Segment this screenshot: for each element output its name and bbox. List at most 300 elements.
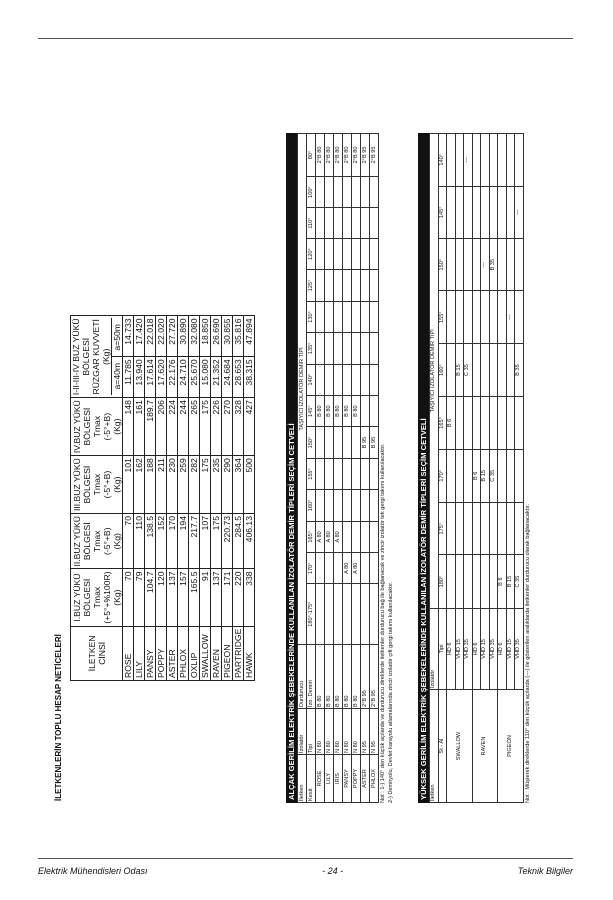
conductor-name: HAWK bbox=[244, 626, 255, 680]
lv-table bbox=[297, 133, 379, 803]
hv-type: VHD 15 bbox=[506, 608, 515, 689]
lv-empty bbox=[316, 176, 325, 207]
table-row bbox=[145, 316, 156, 681]
hv-empty bbox=[498, 449, 507, 502]
lv-empty bbox=[316, 553, 325, 584]
hv-empty bbox=[447, 343, 456, 396]
hv-empty bbox=[464, 397, 473, 449]
lv-empty bbox=[334, 270, 343, 301]
lv-empty bbox=[316, 427, 325, 458]
table-row bbox=[244, 316, 255, 681]
hv-empty bbox=[464, 239, 473, 291]
value-cell: 17.614 bbox=[145, 357, 156, 398]
lv-empty bbox=[370, 364, 379, 395]
lv-a80: A 80 bbox=[325, 521, 334, 552]
lv-a80: A 80 bbox=[334, 521, 343, 552]
value-cell: 120 bbox=[156, 569, 167, 626]
lv-empty bbox=[370, 490, 379, 521]
hv-section bbox=[418, 133, 532, 803]
table-row bbox=[316, 134, 325, 803]
hv-empty bbox=[481, 186, 490, 238]
hv-empty bbox=[489, 186, 498, 238]
lv-empty bbox=[334, 301, 343, 332]
hv-empty bbox=[481, 397, 490, 449]
lv-angle: 135° bbox=[307, 333, 316, 364]
lv-empty bbox=[343, 584, 352, 644]
value-cell: 290 bbox=[222, 456, 233, 514]
lv-fill: 2°B 80 bbox=[334, 134, 343, 177]
footer bbox=[38, 866, 573, 876]
table-row bbox=[361, 134, 370, 803]
lv-empty bbox=[361, 490, 370, 521]
hv-value: B 15 bbox=[506, 555, 515, 608]
hv-value: B 15 bbox=[481, 449, 490, 502]
lv-type: N 80 bbox=[334, 708, 343, 754]
lv-empty bbox=[334, 238, 343, 269]
lv-conductor: PHLOX bbox=[370, 754, 379, 802]
lv-h-type: Tipi bbox=[307, 708, 316, 754]
lv-empty bbox=[325, 458, 334, 489]
lv-empty bbox=[352, 458, 361, 489]
lv-angle: 120° bbox=[307, 238, 316, 269]
value-cell: 175 bbox=[200, 398, 211, 456]
lv-empty bbox=[325, 584, 334, 644]
value-cell: 152 bbox=[156, 514, 167, 569]
table-row bbox=[352, 134, 361, 803]
value-cell: 21.352 bbox=[211, 357, 222, 398]
lv-empty bbox=[316, 270, 325, 301]
lv-empty bbox=[352, 208, 361, 239]
hv-angle: 140° bbox=[438, 134, 447, 187]
lv-empty bbox=[361, 176, 370, 207]
hv-empty bbox=[515, 239, 524, 291]
hv-empty bbox=[455, 503, 464, 555]
value-cell: 30.855 bbox=[222, 316, 233, 357]
hv-empty bbox=[498, 134, 507, 187]
value-cell: 101 bbox=[123, 456, 134, 514]
lv-empty bbox=[334, 458, 343, 489]
hv-empty bbox=[464, 291, 473, 343]
lv-empty bbox=[325, 490, 334, 521]
lv-angle: 160° bbox=[307, 490, 316, 521]
conductor-name: POPPY bbox=[156, 626, 167, 680]
hv-empty bbox=[506, 239, 515, 291]
lv-stopper: 2°B 95 bbox=[361, 644, 370, 708]
lv-empty bbox=[325, 301, 334, 332]
hv-empty bbox=[481, 291, 490, 343]
value-cell: 230 bbox=[167, 456, 178, 514]
lv-empty bbox=[334, 584, 343, 644]
lv-empty bbox=[325, 238, 334, 269]
value-cell: 18.850 bbox=[200, 316, 211, 357]
hv-empty bbox=[455, 449, 464, 502]
value-cell: 38.315 bbox=[244, 357, 255, 398]
value-cell: 338 bbox=[244, 569, 255, 626]
value-cell: 284.5 bbox=[233, 514, 244, 569]
lv-stopper: B 80 bbox=[352, 644, 361, 708]
conductor-name: OXLIP bbox=[189, 626, 200, 680]
hv-table bbox=[429, 133, 524, 803]
lv-fill: 2°B 80 bbox=[352, 134, 361, 177]
hv-type: VHD 35 bbox=[489, 608, 498, 689]
lv-type: N 80 bbox=[325, 708, 334, 754]
value-cell: 220 bbox=[233, 569, 244, 626]
hv-type: HD 6 bbox=[472, 608, 481, 689]
lv-empty bbox=[370, 238, 379, 269]
conductor-name: LILY bbox=[134, 626, 145, 680]
value-cell: 26.690 bbox=[211, 316, 222, 357]
value-cell: 17.620 bbox=[156, 357, 167, 398]
hv-empty bbox=[447, 449, 456, 502]
value-cell: 22.176 bbox=[167, 357, 178, 398]
value-cell: 137 bbox=[167, 569, 178, 626]
lv-b95: B 95 bbox=[370, 427, 379, 458]
hv-value: C 35 bbox=[464, 343, 473, 396]
lv-empty bbox=[370, 584, 379, 644]
value-cell: 265 bbox=[189, 398, 200, 456]
hv-empty bbox=[447, 186, 456, 238]
lv-conductor: IRIS bbox=[334, 754, 343, 802]
value-cell: 28.653 bbox=[233, 357, 244, 398]
hv-empty bbox=[455, 397, 464, 449]
table-row bbox=[178, 316, 189, 681]
table-row bbox=[447, 134, 456, 803]
value-cell: 170 bbox=[167, 514, 178, 569]
table-row bbox=[211, 316, 222, 681]
hv-empty bbox=[489, 343, 498, 396]
lv-h-conductor: İletken bbox=[298, 754, 307, 802]
value-cell: 22.018 bbox=[145, 316, 156, 357]
value-cell: 24.684 bbox=[222, 357, 233, 398]
lv-empty bbox=[370, 333, 379, 364]
lv-empty bbox=[334, 427, 343, 458]
lv-empty bbox=[361, 458, 370, 489]
lv-b80: B 80 bbox=[334, 395, 343, 426]
hv-group: SWALLOW bbox=[447, 690, 473, 803]
table-row bbox=[200, 316, 211, 681]
hv-empty bbox=[464, 503, 473, 555]
hv-h-type: Tipi bbox=[438, 608, 447, 689]
lv-empty bbox=[316, 458, 325, 489]
hv-empty bbox=[447, 291, 456, 343]
lv-angle: 130° bbox=[307, 301, 316, 332]
bottom-rule bbox=[38, 858, 573, 859]
lv-empty bbox=[325, 270, 334, 301]
lv-empty bbox=[334, 364, 343, 395]
lv-b80: B 80 bbox=[325, 395, 334, 426]
hv-empty bbox=[481, 343, 490, 396]
lv-angle: 145° bbox=[307, 395, 316, 426]
lv-empty bbox=[361, 364, 370, 395]
hv-h-insulator: İzolatör bbox=[430, 608, 439, 689]
table-row bbox=[233, 316, 244, 681]
value-cell: 79 bbox=[134, 569, 145, 626]
lv-empty bbox=[370, 270, 379, 301]
hv-empty bbox=[506, 503, 515, 555]
hv-type: VHD 15 bbox=[455, 608, 464, 689]
value-cell: 259 bbox=[178, 456, 189, 514]
lv-angle: 140° bbox=[307, 364, 316, 395]
hv-empty bbox=[506, 397, 515, 449]
lv-empty bbox=[316, 490, 325, 521]
lv-fill: 2°B 80 bbox=[316, 134, 325, 177]
lv-empty bbox=[343, 208, 352, 239]
table-row bbox=[370, 134, 379, 803]
hv-h-conductor: İletken bbox=[430, 690, 439, 803]
lv-h-carrier: TAŞIYICI İZOLATÖR DEMİR TİPİ bbox=[298, 134, 307, 645]
col-zone4: IV.BUZ YÜKÜ BÖLGESİ Tmax (-5°+B) (Kg) bbox=[71, 398, 123, 456]
hv-empty bbox=[489, 503, 498, 555]
table-row bbox=[472, 134, 481, 803]
hv-empty bbox=[464, 186, 473, 238]
lv-empty bbox=[370, 176, 379, 207]
value-cell: 406.13 bbox=[244, 514, 255, 569]
lv-conductor: ROSE bbox=[316, 754, 325, 802]
hv-title-bar: YÜKSEK GERİLİM ELEKTRİK ŞEBEKELERİNDE KULLANILAN İZOLATÖR DEMİR TİPLERİ SEÇİM CETVELİ bbox=[418, 133, 429, 803]
lv-empty bbox=[325, 208, 334, 239]
lv-empty bbox=[352, 270, 361, 301]
conductor-rows bbox=[123, 316, 255, 681]
hv-value: --- bbox=[515, 186, 524, 238]
hv-empty bbox=[455, 291, 464, 343]
value-cell: 25.670 bbox=[189, 357, 200, 398]
hv-value: B 35 bbox=[489, 239, 498, 291]
value-cell: 14.733 bbox=[123, 316, 134, 357]
lv-empty bbox=[352, 521, 361, 552]
hv-empty bbox=[498, 186, 507, 238]
table-row bbox=[123, 316, 134, 681]
hv-note: Not : Müşterek direklerde 110° den küçük açılarda (---) ile gösterilen aralıklarda iletkenler durdurucu olarak bağlanacaktır. bbox=[524, 503, 531, 803]
hv-value: B 6 bbox=[498, 555, 507, 608]
value-cell: 148 bbox=[123, 398, 134, 456]
lv-conductor: PANSY bbox=[343, 754, 352, 802]
lv-empty bbox=[334, 208, 343, 239]
lv-empty bbox=[343, 176, 352, 207]
table-row bbox=[134, 316, 145, 681]
hv-empty bbox=[481, 134, 490, 187]
lv-empty bbox=[343, 458, 352, 489]
value-cell: 217.7 bbox=[189, 514, 200, 569]
lv-empty bbox=[316, 208, 325, 239]
value-cell: 189.7 bbox=[145, 398, 156, 456]
hv-empty bbox=[472, 343, 481, 396]
value-cell: 171 bbox=[222, 569, 233, 626]
value-cell: 226 bbox=[211, 398, 222, 456]
lv-conductor: POPPY bbox=[352, 754, 361, 802]
lv-angle: 170° bbox=[307, 553, 316, 584]
hv-value: C 35 bbox=[489, 449, 498, 502]
hv-empty bbox=[498, 503, 507, 555]
lv-empty bbox=[343, 270, 352, 301]
lv-empty bbox=[343, 364, 352, 395]
hv-angle: 155° bbox=[438, 291, 447, 343]
lv-empty bbox=[370, 553, 379, 584]
hv-empty bbox=[464, 449, 473, 502]
lv-empty bbox=[325, 176, 334, 207]
hv-angle: 175° bbox=[438, 503, 447, 555]
hv-angle: 165° bbox=[438, 397, 447, 449]
hv-empty bbox=[481, 503, 490, 555]
lv-empty bbox=[361, 584, 370, 644]
hv-empty bbox=[498, 397, 507, 449]
col-zone1: I.BUZ YÜKÜ BÖLGESİ Tmax (+5°+%100R) (Kg) bbox=[71, 569, 123, 626]
lv-type: N 95 bbox=[370, 708, 379, 754]
lv-conductor: ASTER bbox=[361, 754, 370, 802]
lv-empty bbox=[325, 333, 334, 364]
lv-a80: A 80 bbox=[352, 553, 361, 584]
lv-empty bbox=[316, 238, 325, 269]
lv-empty bbox=[361, 521, 370, 552]
footer-left: Elektrik Mühendisleri Odası bbox=[38, 866, 148, 876]
lv-a80: A 80 bbox=[316, 521, 325, 552]
lv-empty bbox=[316, 364, 325, 395]
lv-empty bbox=[352, 490, 361, 521]
value-cell: 110 bbox=[134, 514, 145, 569]
hv-type: VHD 35 bbox=[515, 608, 524, 689]
hv-empty bbox=[447, 134, 456, 187]
lv-fill: 2°B 95 bbox=[370, 134, 379, 177]
hv-empty bbox=[515, 503, 524, 555]
lv-empty bbox=[370, 458, 379, 489]
hv-value: --- bbox=[464, 134, 473, 187]
lv-empty bbox=[370, 208, 379, 239]
value-cell: 22.020 bbox=[156, 316, 167, 357]
value-cell: 11.785 bbox=[123, 357, 134, 398]
hv-value: --- bbox=[506, 291, 515, 343]
conductor-name: PHLOX bbox=[178, 626, 189, 680]
lv-type: N 80 bbox=[316, 708, 325, 754]
lv-type: N 95 bbox=[361, 708, 370, 754]
lv-title-bar: ALÇAK GERİLİM ELEKTRİK ŞEBEKELERİNDE KULLANILAN İZOLATÖR DEMİR TİPLERİ SEÇİM CETVELİ bbox=[286, 133, 297, 803]
hv-value: C 35 bbox=[515, 555, 524, 608]
lv-empty bbox=[361, 208, 370, 239]
lv-angle: 100° bbox=[307, 176, 316, 207]
lv-empty bbox=[343, 301, 352, 332]
lv-empty bbox=[316, 301, 325, 332]
hv-empty bbox=[481, 555, 490, 608]
hv-empty bbox=[472, 291, 481, 343]
value-cell: 157 bbox=[178, 569, 189, 626]
hv-empty bbox=[489, 555, 498, 608]
hv-empty bbox=[455, 555, 464, 608]
lv-empty bbox=[370, 301, 379, 332]
lv-h-section: Kesit bbox=[307, 754, 316, 802]
lv-stopper: B 80 bbox=[325, 644, 334, 708]
conductor-name: RAVEN bbox=[211, 626, 222, 680]
col-wind: I-II-III-IV BUZ YÜKÜ BÖLGESİ RÜZGAR KUVVETİ (Kg) a=40m a=50m bbox=[71, 316, 123, 398]
hv-empty bbox=[515, 134, 524, 187]
lv-empty bbox=[361, 270, 370, 301]
lv-note-1: Not : 1-) 140° den küçük açılarda ve durdurucu direklerde iletkenler durdurucu bağ ile bağlanacak ve zincir izolatör tek gergi takımı kullanılacaktır. bbox=[380, 443, 386, 803]
lv-empty bbox=[361, 395, 370, 426]
hv-angle: 145° bbox=[438, 186, 447, 238]
value-cell: 500 bbox=[244, 456, 255, 514]
value-cell: 70 bbox=[123, 514, 134, 569]
value-cell: 270 bbox=[222, 398, 233, 456]
value-cell: 427 bbox=[244, 398, 255, 456]
table-row bbox=[343, 134, 352, 803]
lv-b80: B 80 bbox=[316, 395, 325, 426]
hv-angle: 170° bbox=[438, 449, 447, 502]
lv-angle: 80° bbox=[307, 134, 316, 177]
page-title: İLETKENLERİN TOPLU HESAP NETİCELERİ bbox=[54, 634, 63, 801]
hv-angle: 150° bbox=[438, 239, 447, 291]
lv-empty bbox=[343, 238, 352, 269]
top-rule bbox=[38, 38, 573, 39]
value-cell: 24.710 bbox=[178, 357, 189, 398]
lv-empty bbox=[352, 364, 361, 395]
hv-empty bbox=[464, 555, 473, 608]
lv-angle: 150° bbox=[307, 427, 316, 458]
lv-note-2: 2-) Demiryolu, Devlet karayolu atlamalarında zincir izolatör çift gergi takımı kullanılacaktır. bbox=[388, 581, 394, 803]
hv-empty bbox=[489, 291, 498, 343]
hv-empty bbox=[498, 239, 507, 291]
hv-type: VHD 35 bbox=[464, 608, 473, 689]
lv-fill: 2°B 80 bbox=[325, 134, 334, 177]
table-row bbox=[325, 134, 334, 803]
hv-type: VHD 15 bbox=[481, 608, 490, 689]
lv-fill: 2°B 80 bbox=[343, 134, 352, 177]
hv-value: B 6 bbox=[447, 397, 456, 449]
value-cell: 104.7 bbox=[145, 569, 156, 626]
lv-empty bbox=[352, 238, 361, 269]
hv-empty bbox=[455, 186, 464, 238]
lv-empty bbox=[361, 333, 370, 364]
hv-empty bbox=[447, 503, 456, 555]
hv-empty bbox=[498, 291, 507, 343]
hv-empty bbox=[498, 343, 507, 396]
lv-empty bbox=[334, 553, 343, 584]
col-zone3: III.BUZ YÜKÜ BÖLGESİ Tmax (-5°+B) (Kg) bbox=[71, 456, 123, 514]
hv-empty bbox=[515, 291, 524, 343]
lv-empty bbox=[370, 395, 379, 426]
conductor-name: PANSY bbox=[145, 626, 156, 680]
lv-empty bbox=[370, 521, 379, 552]
hv-rows bbox=[447, 134, 524, 803]
value-cell: 194 bbox=[178, 514, 189, 569]
col-zone2: II.BUZ YÜKÜ BÖLGESİ Tmax (-5°+B) (Kg) bbox=[71, 514, 123, 569]
lv-empty bbox=[352, 427, 361, 458]
lv-stopper: B 80 bbox=[334, 644, 343, 708]
conductor-name: ROSE bbox=[123, 626, 134, 680]
lv-empty bbox=[316, 584, 325, 644]
value-cell: 107 bbox=[200, 514, 211, 569]
value-cell: 30.890 bbox=[178, 316, 189, 357]
lv-empty bbox=[352, 301, 361, 332]
value-cell: 235 bbox=[211, 456, 222, 514]
value-cell: 175 bbox=[200, 456, 211, 514]
hv-group: RAVEN bbox=[472, 690, 498, 803]
hv-angle: 160° bbox=[438, 343, 447, 396]
value-cell: 32.080 bbox=[189, 316, 200, 357]
lv-empty bbox=[343, 427, 352, 458]
value-cell: 282 bbox=[189, 456, 200, 514]
hv-empty bbox=[472, 134, 481, 187]
value-cell: 27.720 bbox=[167, 316, 178, 357]
hv-empty bbox=[472, 186, 481, 238]
value-cell: 91 bbox=[200, 569, 211, 626]
conductor-name: PARTRIDGE bbox=[233, 626, 244, 680]
lv-empty bbox=[352, 333, 361, 364]
value-cell: 17.420 bbox=[134, 316, 145, 357]
lv-empty bbox=[361, 553, 370, 584]
hv-empty bbox=[506, 186, 515, 238]
value-cell: 35.816 bbox=[233, 316, 244, 357]
table-row bbox=[334, 134, 343, 803]
value-cell: 161 bbox=[134, 398, 145, 456]
lv-type: N 80 bbox=[352, 708, 361, 754]
footer-right: Teknik Bilgiler bbox=[517, 866, 573, 876]
